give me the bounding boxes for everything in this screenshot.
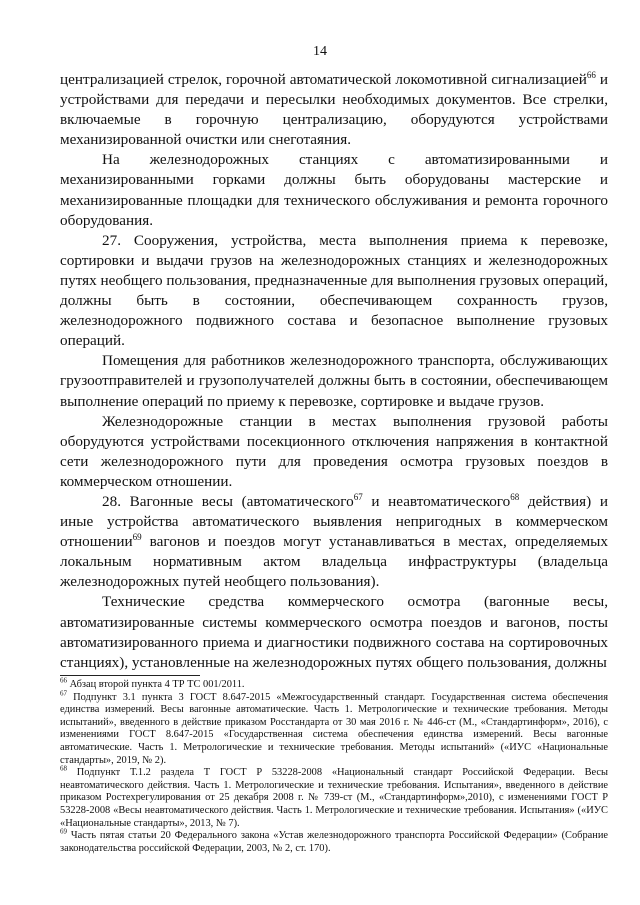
paragraph-text: централизацией стрелок, горочной автоматической локомотивной сигнализацией [60,71,587,88]
body-paragraph [60,70,608,150]
body-paragraph [60,492,608,592]
body-paragraph [60,150,608,230]
paragraph-text: 28. Вагонные весы (автоматического [102,492,354,510]
body-text [60,70,608,673]
paragraph-text: действия) и иные устройства автоматического выявления непригодных в коммерческом отношении [60,492,608,551]
paragraph-text: вагонов и поездов могут устанавливаться в местах, определяемых локальным нормативным актом владельца инфраструктуры (владельца железнодорожных путей необщего пользования). [60,533,608,591]
footnote-divider [60,675,200,676]
body-paragraph [60,351,608,411]
paragraph-text: 27. Сооружения, устройства, места выполнения приема к перевозке, сортировки и выдачи грузов на железнодорожных станциях и железнодорожных путях необщего пользования, предназначенные для выполнения грузовых операций, должны быть в состоянии, обеспечивающем сохранность грузов, железнодорожного подвижного состава и безопасное выполнение грузовых операций. [60,231,608,350]
body-paragraph [60,412,608,492]
paragraph-text: Железнодорожные станции в местах выполнения грузовой работы оборудуются устройствами посекционного отключения напряжения в контактной сети железнодорожного пути для проведения осмотра грузовых поездов в коммерческом отношении. [60,412,608,490]
footnote [60,676,608,692]
footnotes [60,676,608,855]
footnote [60,764,608,830]
body-paragraph [60,231,608,352]
footnote-reference: 68 [510,491,520,502]
footnote-number: 69 [60,827,67,836]
footnote [60,827,608,855]
footnote-reference: 66 [586,69,596,80]
footnote-number: 67 [60,689,67,698]
paragraph-text: и неавтоматического [362,492,511,510]
footnote-text: Подпункт 3.1 пункта 3 ГОСТ 8.647-2015 «Межгосударственный стандарт. Государственная система обеспечения единства измерений. Весы вагонные автоматические. Часть 1. Метрологические и технические требования. Методы испытаний», введенного в действие приказом Росстандарта от 30 мая 2016 г. № 446-ст (М., «Стандартинформ», 2016), с изменениями ГОСТ 8.647-2015 «Государственная система обеспечения единства измерений. Весы вагонные автоматические. Часть 1. Метрологические и технические требования. Методы испытаний» («ИУС «Национальные стандарты», 2019, № 2). [60,691,608,766]
body-paragraph [60,592,608,672]
page-number: 14 [313,44,327,59]
footnote-reference: 69 [132,532,142,543]
footnote-text: Абзац второй пункта 4 ТР ТС 001/2011. [67,679,245,690]
paragraph-text: Помещения для работников железнодорожного транспорта, обслуживающих грузоотправителей и грузополучателей должны быть в состоянии, обеспечивающем выполнение операций по приему к перевозке, сортировке и выдаче грузов. [60,352,608,410]
footnote-text: Подпункт Т.1.2 раздела Т ГОСТ Р 53228-2008 «Национальный стандарт Российской Федерации. Весы неавтоматического действия. Часть 1. Метрологические и технические требования. Испытания», введенного в действие приказом Ростехрегулирования от 25 декабря 2008 г. № 739-ст (М., «Стандартинформ»,2010), с изменениями ГОСТ Р 53228-2008 «Весы неавтоматического действия. Часть 1. Метрологические и технические требования. Испытания» («ИУС «Национальные стандарты», 2013, № 7). [60,767,608,829]
footnote-number: 68 [60,764,67,773]
paragraph-text: На железнодорожных станциях с автоматизированными и механизированными горками должны быть оборудованы мастерские и механизированные площадки для технического обслуживания и ремонта горочного оборудования. [60,151,608,229]
footnote-number: 66 [60,676,67,685]
footnote [60,689,608,768]
paragraph-text: и устройствами для передачи и пересылки необходимых документов. Все стрелки, включаемые в горочную централизацию, оборудуются устройствами механизированной очистки или снеготаяния. [60,71,608,149]
paragraph-text: Технические средства коммерческого осмотра (вагонные весы, автоматизированные системы коммерческого осмотра поездов и вагонов, посты автоматизированного приема и диагностики подвижного состава на сортировочных станциях), установленные на железнодорожных путях общего пользования, должны [60,593,608,671]
footnote-reference: 67 [353,491,363,502]
footnote-text: Часть пятая статьи 20 Федерального закона «Устав железнодорожного транспорта Российской Федерации» (Собрание законодательства российской Федерации, 2003, № 2, ст. 170). [60,830,608,854]
